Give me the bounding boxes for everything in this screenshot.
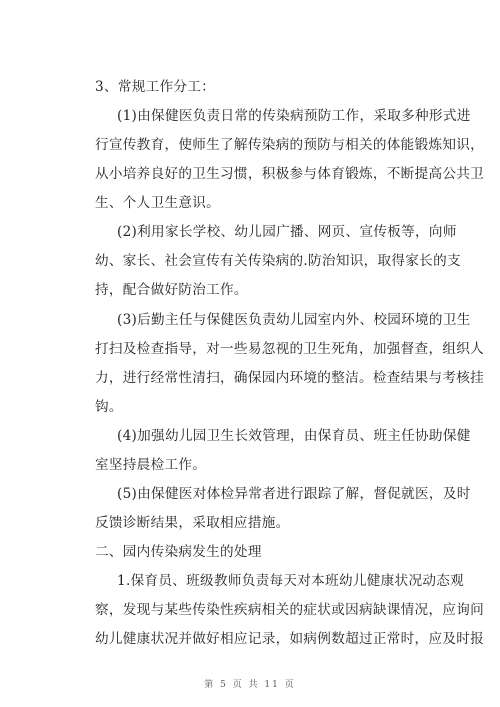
paragraph-line: 室坚持晨检工作。 [95,457,207,473]
paragraph-line: 察，发现与某些传染性疾病相关的症状或因病缺课情况，应询问 [95,602,485,618]
paragraph-line: (2)利用家长学校、幼儿园广播、网页、宣传板等，向师 [117,224,457,240]
paragraph-line: (4)加强幼儿园卫生长效管理，由保育员、班主任协助保健 [117,428,471,444]
paragraph-line: 打扫及检查指导，对一些易忽视的卫生死角，加强督查，组织人 [95,341,485,357]
paragraph-line: 二、园内传染病发生的处理 [95,544,262,560]
paragraph-line: 钩。 [95,399,123,415]
paragraph-line: (5)由保健医对体检异常者进行跟踪了解，督促就医，及时 [117,486,471,502]
paragraph-line: 幼儿健康状况并做好相应记录，如病例数超过正常时，应及时报 [95,631,485,647]
paragraph-line: 反馈诊断结果，采取相应措施。 [95,515,290,531]
page-footer: 第 5 页 共 11 页 [204,680,296,690]
paragraph-line: 3、常规工作分工： [95,79,216,95]
paragraph-line: 从小培养良好的卫生习惯，积极参与体育锻炼，不断提高公共卫 [95,166,485,182]
paragraph-line: (1)由保健医负责日常的传染病预防工作，采取多种形式进 [117,108,471,124]
paragraph-line: 幼、家长、社会宣传有关传染病的.防治知识，取得家长的支 [95,253,461,269]
paragraph-line: 1.保育员、班级教师负责每天对本班幼儿健康状况动态观 [117,573,465,589]
paragraph-line: 行宣传教育，使师生了解传染病的预防与相关的体能锻炼知识， [95,137,485,153]
paragraph-line: 持，配合做好防治工作。 [95,282,248,298]
paragraph-line: (3)后勤主任与保健医负责幼儿园室内外、校园环境的卫生 [117,312,471,328]
paragraph-line: 力，进行经常性清扫，确保园内环境的整洁。检查结果与考核挂 [95,370,485,386]
paragraph-line: 生、个人卫生意识。 [95,195,221,211]
